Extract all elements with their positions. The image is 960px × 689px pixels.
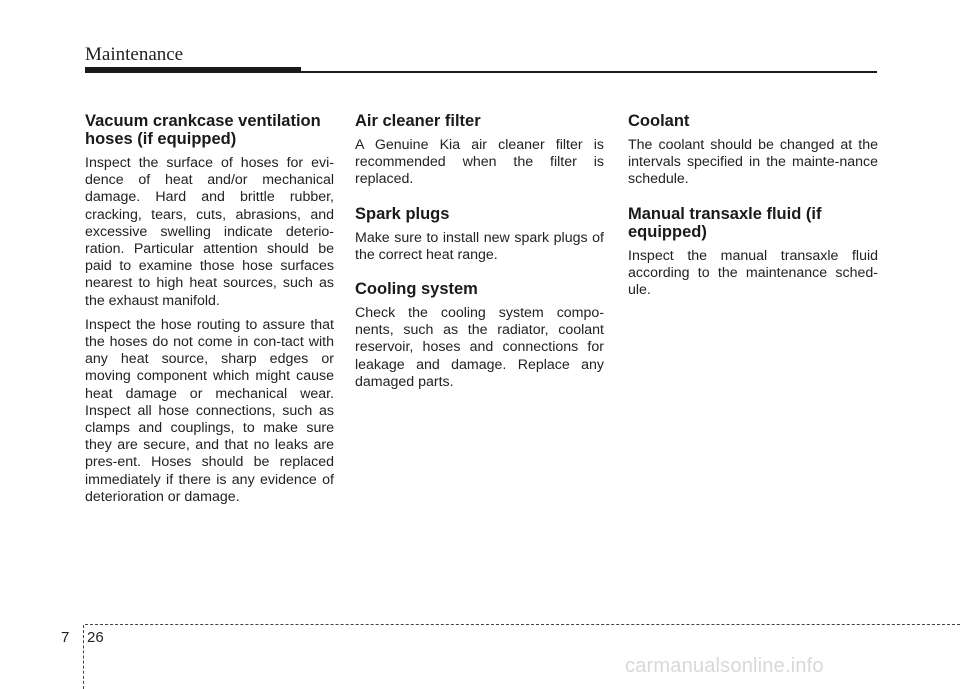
section-heading bbox=[85, 112, 334, 148]
section-vacuum-hoses bbox=[85, 112, 334, 506]
section-air-cleaner bbox=[355, 112, 604, 189]
column-3 bbox=[628, 112, 878, 306]
section-cooling-system bbox=[355, 280, 604, 391]
section-manual-transaxle bbox=[628, 205, 878, 300]
column-1 bbox=[85, 112, 334, 513]
page-title: Maintenance bbox=[85, 44, 184, 65]
watermark: carmanualsonline.info bbox=[625, 655, 824, 677]
column-2 bbox=[355, 112, 604, 398]
paragraph: Inspect the hose routing to assure that the hoses do not come in con-tact with any heat source, sharp edges or moving component which might cause heat damage or mechanical wear. Inspect all hose connections, such as clamps and couplings, to make sure they are secure, and that no leaks are pres-ent. Hoses should be replaced immediately if there is any evidence of deterioration or damage. bbox=[85, 316, 334, 505]
page-number: 26 bbox=[87, 629, 104, 646]
paragraph: The coolant should be changed at the intervals specified in the mainte-nance schedule. bbox=[628, 137, 878, 188]
heading-text: Vacuum crankcase ventilation hoses (if equipped) bbox=[85, 112, 321, 148]
section-heading: Spark plugs bbox=[355, 204, 450, 223]
header-rule-thin bbox=[301, 71, 877, 73]
paragraph: Inspect the manual transaxle fluid according to the maintenance sched-ule. bbox=[628, 247, 878, 299]
section-heading: Coolant bbox=[628, 112, 690, 130]
section-heading: Manual transaxle fluid (if equipped) bbox=[628, 204, 822, 241]
footer-dashed-divider bbox=[83, 625, 84, 689]
paragraph: A Genuine Kia air cleaner filter is recommended when the filter is replaced. bbox=[355, 137, 604, 188]
section-heading: Air cleaner filter bbox=[355, 112, 481, 130]
footer-dashed-rule bbox=[85, 624, 960, 625]
section-spark-plugs bbox=[355, 205, 604, 264]
paragraph: Make sure to install new spark plugs of the correct heat range. bbox=[355, 229, 604, 263]
header-rule-thick bbox=[85, 67, 301, 73]
paragraph: Inspect the surface of hoses for evi-dence of heat and/or mechanical damage. Hard and brittle rubber, cracking, tears, cuts, abrasions, and excessive swelling indicate deterio-ration. Particular attention should be paid to examine those hose surfaces nearest to high heat sources, such as the exhaust manifold. bbox=[85, 155, 334, 309]
paragraph: Check the cooling system compo-nents, such as the radiator, coolant reservoir, hoses and connections for leakage and damage. Replace any damaged parts. bbox=[355, 305, 604, 390]
chapter-number: 7 bbox=[61, 629, 70, 646]
section-coolant bbox=[628, 112, 878, 189]
section-heading: Cooling system bbox=[355, 280, 478, 299]
